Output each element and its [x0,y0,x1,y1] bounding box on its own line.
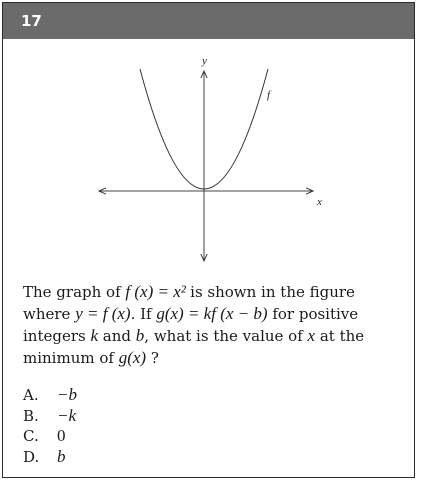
question-number: 17 [21,12,42,30]
choice-a[interactable] [23,385,323,406]
question-line-4: minimum of g(x) ? [23,348,159,367]
parabola-figure [3,39,414,269]
choice-value: 0 [57,426,66,445]
question-text [23,281,403,369]
question-line-3: integers k and b, what is the value of x at the [23,326,365,345]
choice-c[interactable] [23,426,323,447]
choice-label: D. [23,447,40,466]
choice-label: C. [23,427,39,445]
question-line-2: where y = f (x). If g(x) = kf (x − b) for positive [23,304,359,323]
choice-label: B. [23,406,39,425]
choice-d[interactable] [23,447,323,468]
answer-choices [23,385,323,467]
choice-value: b [57,446,66,466]
question-number-bar [3,3,414,39]
choice-label: A. [23,386,39,404]
question-line-1: The graph of f (x) = x² is shown in the figure [23,282,355,301]
choice-value: −b [57,385,77,404]
x-axis-label: x [317,196,322,208]
choice-b[interactable] [23,406,323,427]
choice-value: −k [57,405,77,425]
question-card [2,2,415,478]
y-axis-label: y [202,55,207,67]
curve-label: f [267,89,271,101]
